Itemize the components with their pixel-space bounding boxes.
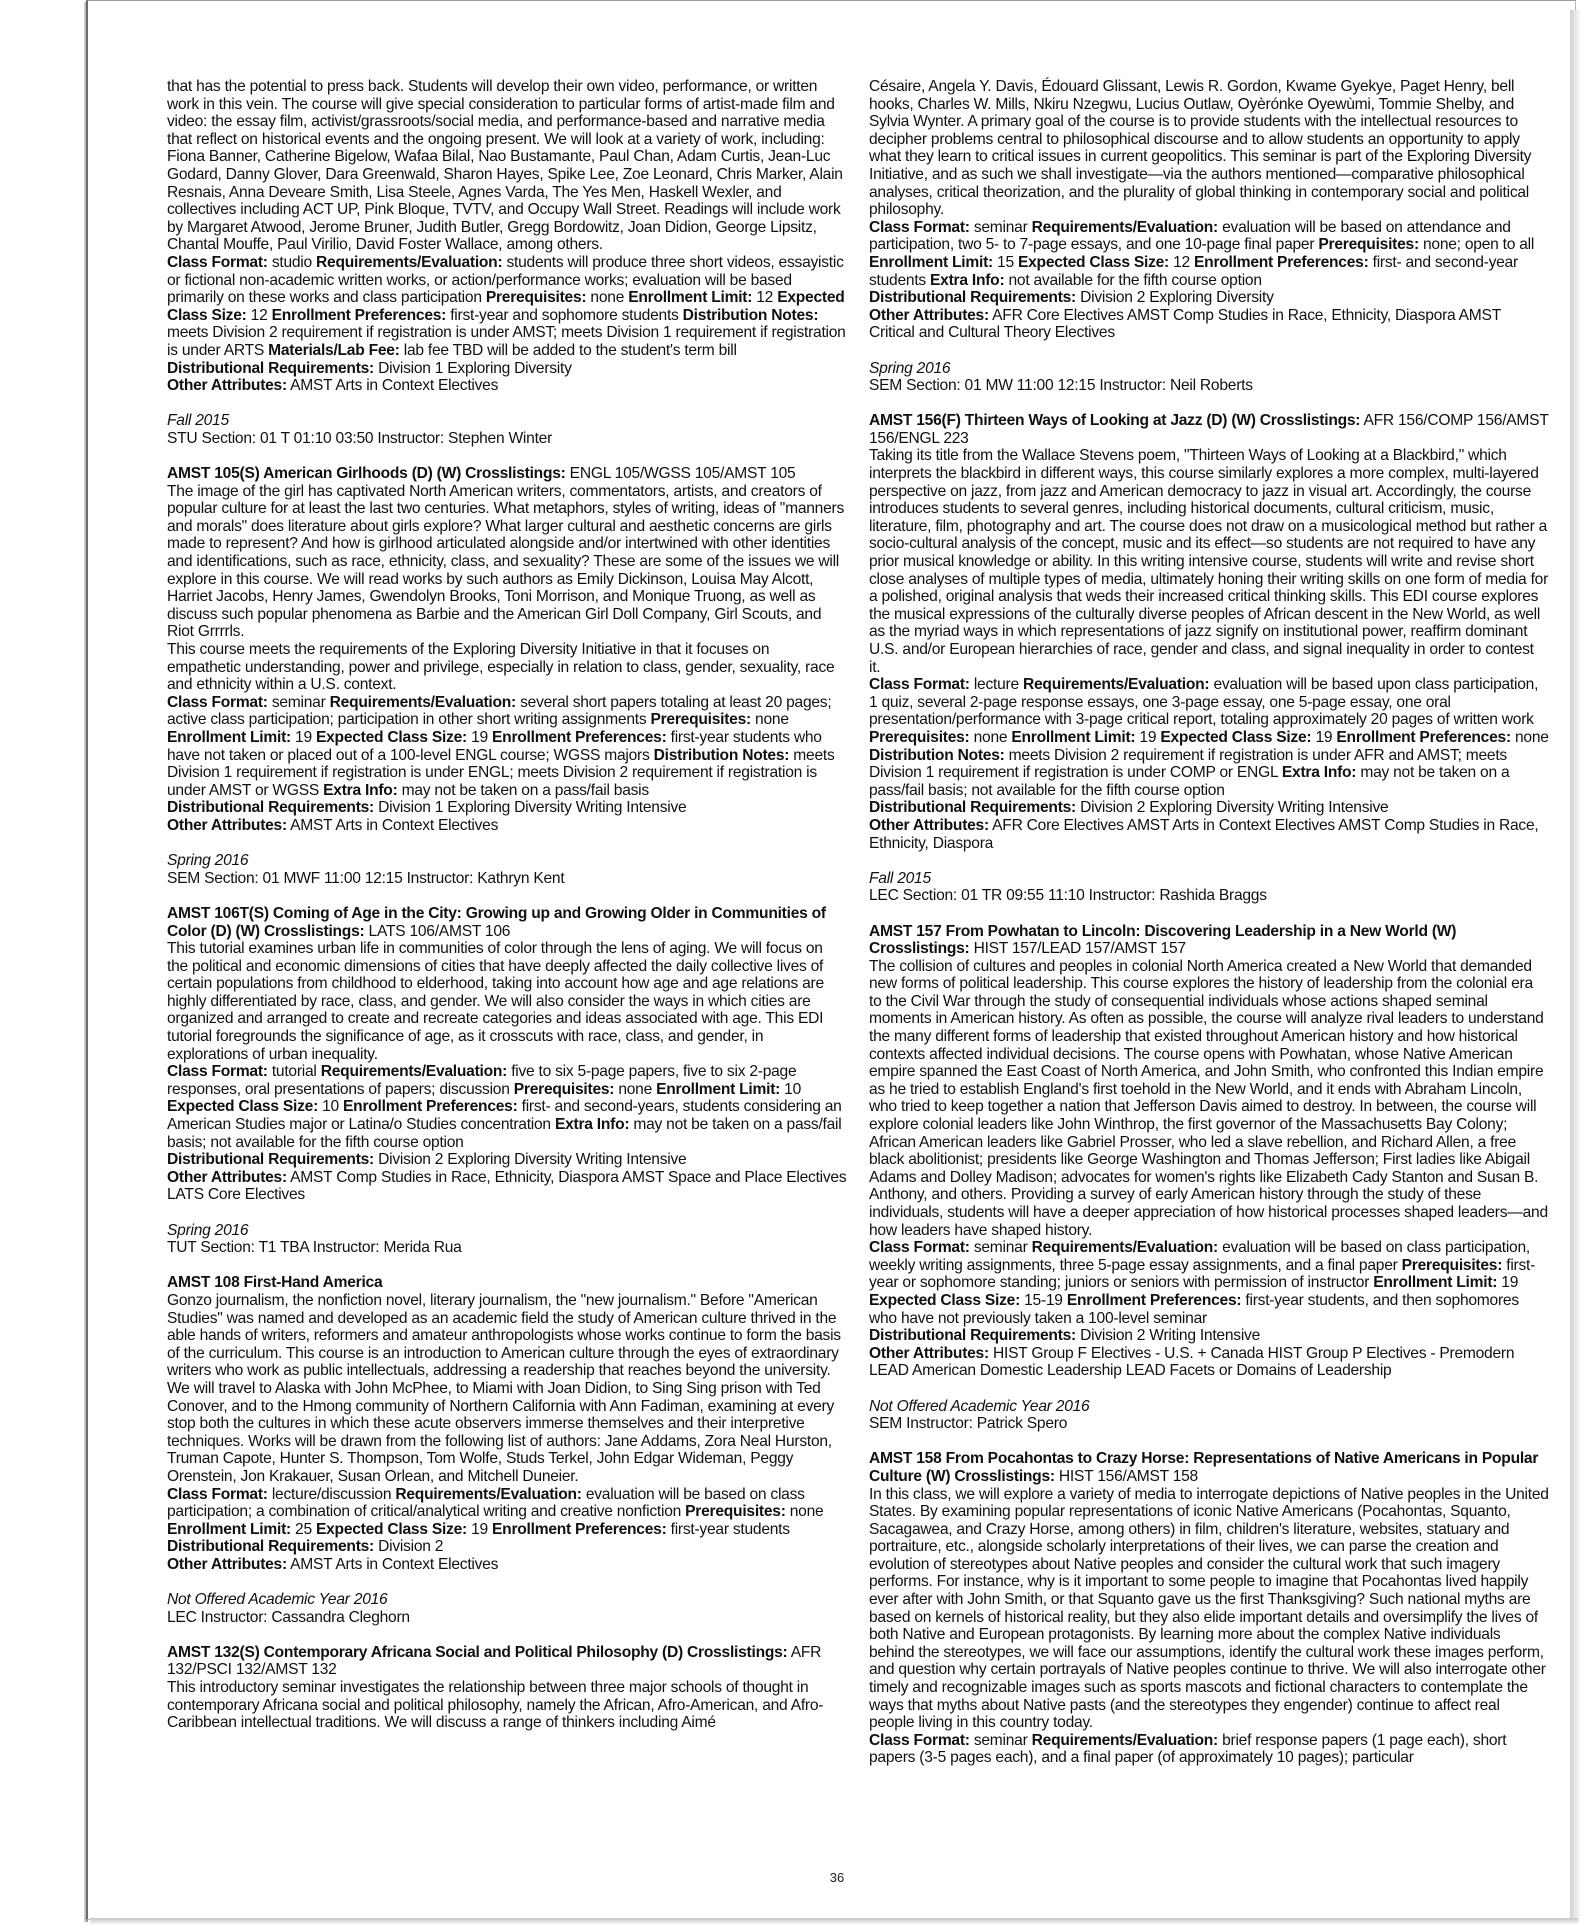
paragraph-spacer [167,1626,847,1644]
paragraph-spacer [167,1573,847,1591]
paragraph-spacer [869,905,1549,923]
paragraph: Class Format: lecture/discussion Requirements/Evaluation: evaluation will be based on class participation; a combination of critical/analytical writing and creative nonfiction Prerequisites: none Enrollment Limit: 25 Expected Class Size: 19 Enrollment Preferences: first-year students [167,1485,824,1538]
paragraph-spacer [167,1204,847,1222]
right-column [869,78,1549,1767]
paragraph: Césaire, Angela Y. Davis, Édouard Glissant, Lewis R. Gordon, Kwame Gyekye, Paget Henry, bell hooks, Charles W. Mills, Nkiru Nzegwu, Lucius Outlaw, Oyèrónke Oyewùmi, Tommie Shelby, and Sylvia Wynter. A primary goal of the course is to provide students with the intellectual resources to decipher problems central to philosophical discourse and to allow students an opportunity to apply what they learn to critical issues in current geopolitics. This seminar is part of the Exploring Diversity Initiative, and as such we shall investigate—via the authors mentioned—comparative philosophical analyses, critical theorization, and the plurality of global thinking in contemporary social and political philosophy. [869,78,1532,219]
paragraph: Class Format: seminar Requirements/Evaluation: brief response papers (1 page each), short papers (3-5 pages each), and a final paper (of approximately 10 pages); particular [869,1731,1507,1767]
paragraph-spacer [167,835,847,853]
paragraph-spacer [869,1380,1549,1398]
paragraph-spacer [869,395,1549,413]
section-info: SEM Section: 01 MWF 11:00 12:15 Instructor: Kathryn Kent [167,869,565,887]
section-info: TUT Section: T1 TBA Instructor: Merida Rua [167,1239,462,1257]
course-heading: AMST 156(F) Thirteen Ways of Looking at Jazz (D) (W) Crosslistings: AFR 156/COMP 156/AMST 156/ENGL 223 [869,412,1549,447]
term-label: Spring 2016 [869,359,951,377]
section-info: SEM Instructor: Patrick Spero [869,1415,1068,1433]
course-heading: AMST 132(S) Contemporary Africana Social and Political Philosophy (D) Crosslistings: AFR 132/PSCI 132/AMST 132 [167,1643,822,1679]
term-label: Spring 2016 [167,1221,249,1239]
term-label: Not Offered Academic Year 2016 [167,1591,388,1609]
course-heading: AMST 108 First-Hand America [167,1274,383,1292]
term-label: Fall 2015 [167,412,229,430]
paragraph: Other Attributes: AFR Core Electives AMST Arts in Context Electives AMST Comp Studies in Race, Ethnicity, Diaspora [869,816,1539,852]
paragraph: Distributional Requirements: Division 1 Exploring Diversity [167,359,572,377]
paragraph: Distributional Requirements: Division 2 Exploring Diversity Writing Intensive [167,1151,687,1169]
paragraph: Other Attributes: AMST Comp Studies in Race, Ethnicity, Diaspora AMST Space and Place Electives LATS Core Electives [167,1168,847,1204]
paragraph-spacer [869,342,1549,360]
paragraph: Taking its title from the Wallace Stevens poem, "Thirteen Ways of Looking at a Blackbird," which interprets the blackbird in different ways, this course similarly explores a more complex, multi-layered perspective on jazz, from jazz and American democracy to jazz in visual art. Accordingly, the course introduces students to several genres, including historical documents, cultural criticism, music, literature, film, photography and art. The course does not draw on a musicological method but rather a socio-cultural analysis of the concept, music and its effect—so students are not required to have any prior musical knowledge or ability. In this writing intensive course, students will write and revise short close analyses of multiple types of media, ultimately honing their writing skills on one form of media for a polished, original analysis that weds their increased critical thinking skills. This EDI course explores the musical expressions of the culturally diverse peoples of African descent in the New World, as well as the myriad ways in which representations of jazz signify on institutional power, reaffirm dominant U.S. and/or European hierarchies of race, gender and class, and signal inequality in order to contest it. [869,447,1549,676]
paragraph: Other Attributes: AFR Core Electives AMST Comp Studies in Race, Ethnicity, Diaspora AMST Critical and Cultural Theory Electives [869,306,1501,342]
page-bottom-shadow [90,1918,1578,1925]
paragraph-spacer [869,1433,1549,1451]
paragraph: Other Attributes: AMST Arts in Context Electives [167,816,499,834]
paragraph: Distributional Requirements: Division 1 Exploring Diversity Writing Intensive [167,799,687,817]
paragraph: Class Format: tutorial Requirements/Evaluation: five to six 5-page papers, five to six 2-page responses, oral presentations of papers; discussion Prerequisites: none Enrollment Limit: 10 Expected Class Size: 10 Enrollment Preferences: first- and second-years, students considering an American Studies major or Latina/o Studies concentration Extra Info: may not be taken on a pass/fail basis; not available for the fifth course option [167,1063,842,1151]
course-heading: AMST 158 From Pocahontas to Crazy Horse: Representations of Native Americans in Popular Culture (W) Crosslistings: HIST 156/AMST 158 [869,1450,1539,1485]
course-heading: AMST 106T(S) Coming of Age in the City: Growing up and Growing Older in Communities of Color (D) (W) Crosslistings: LATS 106/AMST 106 [167,904,826,940]
course-heading: AMST 157 From Powhatan to Lincoln: Discovering Leadership in a New World (W) Crosslistings: HIST 157/LEAD 157/AMST 157 [869,922,1457,958]
paragraph: Other Attributes: HIST Group F Electives - U.S. + Canada HIST Group P Electives - Premodern LEAD American Domestic Leadership LEAD Facets or Domains of Leadership [869,1344,1515,1380]
paragraph: that has the potential to press back. Students will develop their own video, performance, or written work in this vein. The course will give special consideration to particular forms of artist-made film and video: the essay film, activist/grassroots/social media, and performance-based and narrative media that reflect on historical events and the ongoing present. We will look at a variety of work, including: Fiona Banner, Catherine Bigelow, Wafaa Bilal, Nao Bustamante, Paul Chan, Adam Curtis, Jean-Luc Godard, Danny Glover, Dara Greenwald, Sharon Hayes, Spike Lee, Zoe Leonard, Chris Marker, Alain Resnais, Anna Deveare Smith, Lisa Steele, Agnes Varda, The Yes Men, Haskell Wexler, and collectives including ACT UP, Pink Bloque, TVTV, and Occupy Wall Street. Readings will include work by Margaret Atwood, Jerome Bruner, Judith Butler, Gregg Bordowitz, Joan Didion, George Lipsitz, Chantal Mouffe, Paul Virilio, David Foster Wallace, among others. [167,78,843,254]
paragraph: Distributional Requirements: Division 2 Exploring Diversity Writing Intensive [869,799,1389,817]
paragraph-spacer [167,887,847,905]
paragraph: Class Format: lecture Requirements/Evaluation: evaluation will be based upon class participation, 1 quiz, several 2-page response essays, one 3-page essay, one 5-page essay, one oral presentation/performance with 3-page critical report, totaling approximately 20 pages of written work Prerequisites: none Enrollment Limit: 19 Expected Class Size: 19 Enrollment Preferences: none Distribution Notes: meets Division 2 requirement if registration is under AFR and AMST; meets Division 1 requirement if registration is under COMP or ENGL Extra Info: may not be taken on a pass/fail basis; not available for the fifth course option [869,676,1549,799]
paragraph: Distributional Requirements: Division 2 [167,1538,444,1556]
paragraph: In this class, we will explore a variety of media to interrogate depictions of Native peoples in the United States. By examining popular representations of iconic Native Americans (Pocahontas, Squanto, Sacagawea, and Crazy Horse, among others) in film, children's literature, websites, statuary and portraiture, etc., alongside scholarly interpretations of their lives, we can parse the creation and evolution of stereotypes about Native peoples and consider the cultural work that such imagery performs. For instance, why is it important to some people to imagine that Pocahontas lived happily ever after with John Smith, or that Squanto gave us the first Thanksgiving? Such national myths are based on kernels of historical reality, but they also elide important details and oversimplify the lives of both Native and European protagonists. By learning more about the complex Native individuals behind the stereotypes, we will face our assumptions, identify the cultural work these images perform, and question why certain portrayals of Native peoples continue to thrive. We will also interrogate other timely and recognizable images such as sports mascots and fictional characters to contemplate the ways that myths about Native pasts (and the stereotypes they engender) continue to affect real people living in this country today. [869,1485,1549,1732]
section-info: SEM Section: 01 MW 11:00 12:15 Instructor: Neil Roberts [869,377,1253,395]
section-info: STU Section: 01 T 01:10 03:50 Instructor: Stephen Winter [167,429,553,447]
paragraph: Class Format: studio Requirements/Evaluation: students will produce three short videos, essayistic or fictional non-academic written works, or action/performance works; evaluation will be based primarily on these works and class participation Prerequisites: none Enrollment Limit: 12 Expected Class Size: 12 Enrollment Preferences: first-year and sophomore students Distribution Notes: meets Division 2 requirement if registration is under AMST; meets Division 1 requirement if registration is under ARTS Materials/Lab Fee: lab fee TBD will be added to the student's term bill [167,253,846,359]
paragraph: Other Attributes: AMST Arts in Context Electives [167,377,499,395]
paragraph: Class Format: seminar Requirements/Evaluation: several short papers totaling at least 20 pages; active class participation; participation in other short writing assignments Prerequisites: none Enrollment Limit: 19 Expected Class Size: 19 Enrollment Preferences: first-year students who have not taken or placed out of a 100-level ENGL course; WGSS majors Distribution Notes: meets Division 1 requirement if registration is under ENGL; meets Division 2 requirement if registration is under AMST or WGSS Extra Info: may not be taken on a pass/fail basis [167,693,835,799]
paragraph: Distributional Requirements: Division 2 Writing Intensive [869,1327,1261,1345]
course-heading: AMST 105(S) American Girlhoods (D) (W) Crosslistings: ENGL 105/WGSS 105/AMST 105 [167,465,796,483]
paragraph: This tutorial examines urban life in communities of color through the lens of aging. We will focus on the political and economic dimensions of cities that have deeply affected the daily collective lives of certain populations from childhood to elderhood, taking into account how age and age relations are highly differentiated by race, class, and gender. We will also consider the ways in which cities are organized and arranged to create and recreate categories and ideas associated with age. This EDI tutorial foregrounds the significance of age, as it crosscuts with race, class, and gender, in explorations of urban inequality. [167,940,824,1063]
paragraph-spacer [869,852,1549,870]
paragraph: Other Attributes: AMST Arts in Context Electives [167,1555,499,1573]
paragraph-spacer [167,447,847,465]
paragraph: The collision of cultures and peoples in colonial North America created a New World that demanded new forms of political leadership. This course explores the history of leadership from the colonial era to the Civil War through the study of consequential individuals whose actions shaped seminal moments in American history. As often as possible, the course will analyze rival leaders to understand the many different forms of leadership that existed throughout American history and how historical contexts affected individual decisions. The course opens with Powhatan, whose Native American empire spanned the East Coast of North America, and John Smith, who confronted this Indian empire as he tried to establish England's first toehold in the New World, and it ends with Abraham Lincoln, who tried to keep together a nation that Jefferson Davis aimed to destroy. In between, the course will explore colonial leaders like John Winthrop, the first governor of the Massachusetts Bay Colony; African American leaders like Gabriel Prosser, who led a slave rebellion, and Richard Allen, a free black abolitionist; presidents like George Washington and Thomas Jefferson; First ladies like Abigail Adams and Dolley Madison; advocates for women's rights like Elizabeth Cady Stanton and Susan B. Anthony, and others. Providing a survey of early American history through the study of these individuals, students will have a deeper appreciation of how historical processes shaped leaders—and how leaders have shaped history. [869,957,1548,1239]
paragraph: Class Format: seminar Requirements/Evaluation: evaluation will be based on attendance and participation, two 5- to 7-page essays, and one 10-page final paper Prerequisites: none; open to all Enrollment Limit: 15 Expected Class Size: 12 Enrollment Preferences: first- and second-year students Extra Info: not available for the fifth course option [869,218,1535,289]
paragraph: This introductory seminar investigates the relationship between three major schools of thought in contemporary Africana social and political philosophy, namely the African, Afro-American, and Afro-Caribbean intellectual traditions. We will discuss a range of thinkers including Aimé [167,1679,824,1732]
paragraph: The image of the girl has captivated North American writers, commentators, artists, and creators of popular culture for at least the last two centuries. What metaphors, styles of writing, ideas of "manners and morals" does literature about girls explore? What larger cultural and aesthetic concerns are girls made to represent? And how is girlhood articulated alongside and/or intertwined with other identities and identifications, such as race, ethnicity, class, and sexuality? These are some of the issues we will explore in this course. We will read works by such authors as Emily Dickinson, Louisa May Alcott, Harriet Jacobs, Henry James, Gwendolyn Brooks, Toni Morrison, and Monique Truong, as well as discuss such popular phenomena as Barbie and the American Girl Doll Company, Girl Scouts, and Riot Grrrrls. [167,482,844,641]
paragraph: Class Format: seminar Requirements/Evaluation: evaluation will be based on class participation, weekly writing assignments, three 5-page essay assignments, and a final paper Prerequisites: first-year or sophomore standing; juniors or seniors with permission of instructor Enrollment Limit: 19 Expected Class Size: 15-19 Enrollment Preferences: first-year students, and then sophomores who have not previously taken a 100-level seminar [869,1239,1536,1327]
page-number: 36 [829,1870,845,1885]
left-column [167,78,847,1732]
page-right-shadow [1570,10,1581,1922]
paragraph: This course meets the requirements of the Exploring Diversity Initiative in that it focuses on empathetic understanding, power and privilege, especially in relation to class, gender, sexuality, race and ethnicity within a U.S. context. [167,641,835,694]
section-info: LEC Instructor: Cassandra Cleghorn [167,1608,410,1626]
term-label: Not Offered Academic Year 2016 [869,1397,1090,1415]
paragraph: Distributional Requirements: Division 2 Exploring Diversity [869,289,1274,307]
term-label: Fall 2015 [869,869,931,887]
paragraph-spacer [167,395,847,413]
paragraph-spacer [167,1257,847,1275]
term-label: Spring 2016 [167,852,249,870]
paragraph: Gonzo journalism, the nonfiction novel, literary journalism, the "new journalism." Before "American Studies" was named and developed as an academic field the study of American culture thrived in the able hands of writers, reformers and amateur anthropologists whose works continue to form the basis of the curriculum. This course is an introduction to American culture through the eyes of extraordinary writers who work as public intellectuals, addressing a readership that reaches beyond the university. We will travel to Alaska with John McPhee, to Miami with Joan Didion, to Sing Sing prison with Ted Conover, and to the Hmong community of Northern California with Ann Fadiman, examining at every stop both the cultures in which these acute observers immerse themselves and their interpretive techniques. Works will be drawn from the following list of authors: Jane Addams, Zora Neal Hurston, Truman Capote, Hunter S. Thompson, Tom Wolfe, Studs Terkel, John Edgar Wideman, Peggy Orenstein, Jon Krakauer, Susan Orlean, and Mitchell Duneier. [167,1291,841,1485]
section-info: LEC Section: 01 TR 09:55 11:10 Instructor: Rashida Braggs [869,887,1267,905]
